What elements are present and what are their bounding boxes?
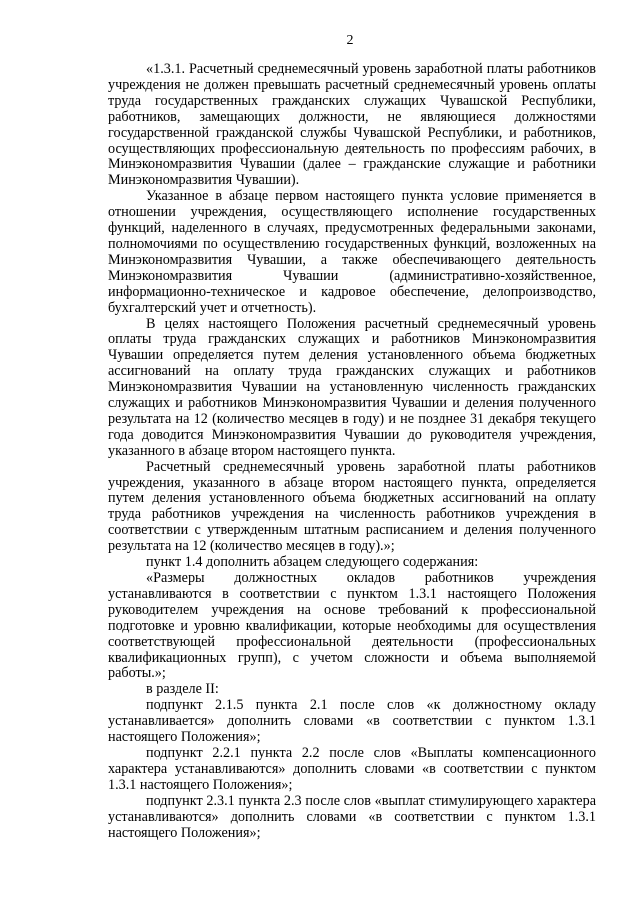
paragraph-condition-scope: Указанное в абзаце первом настоящего пункта условие применяется в отношении учреждения, осуществляющего исполнение государственных функций, наделенного в случаях, предусмотренных федеральными законами, полномочиями по осуществлению государственных функций, возложенных на Минэкономразвития Чувашии, а также обеспечивающего деятельность Минэкономразвития Чувашии (административно-хозяйственное, информационно-техническое и кадровое обеспечение, делопроизводство, бухгалтерский учет и отчетность).	[108, 188, 596, 316]
paragraph-salary-sizes: «Размеры должностных окладов работников учреждения устанавливаются в соответствии с пунктом 1.3.1 настоящего Положения руководителем учреждения на основе требований к профессиональной подготовке и уровню квалификации, которые необходимы для осуществления соответствующей профессиональной деятельности (профессиональных квалификационных групп), с учетом сложности и объема выполняемой работы.»;	[108, 570, 596, 682]
paragraph-section-2-intro: в разделе II:	[146, 681, 219, 698]
paragraph-subpoint-2-2-1: подпункт 2.2.1 пункта 2.2 после слов «Выплаты компенсационного характера устанавливаются» дополнить словами «в соответствии с пунктом 1.3.1 настоящего Положения»;	[108, 744, 596, 793]
paragraph-institution-average-level: Расчетный среднемесячный уровень заработной платы работников учреждения, указанного в абзаце втором настоящего пункта, определяется путем деления установленного объема бюджетных ассигнований на оплату труда работников учреждения на численность работников учреждения в соответствии с утвержденным штатным расписанием и деления полученного результата на 12 (количество месяцев в году).»;	[108, 458, 596, 555]
paragraph-subpoint-2-3-1: подпункт 2.3.1 пункта 2.3 после слов «выплат стимулирующего характера устанавливаются» дополнить словами «в соответствии с пунктом 1.3.1 настоящего Положения»;	[108, 792, 596, 841]
paragraph-average-level-calculation: В целях настоящего Положения расчетный среднемесячный уровень оплаты труда гражданских служащих и работников Минэкономразвития Чувашии определяется путем деления установленного объема бюджетных ассигнований на оплату труда гражданских служащих и работников Минэкономразвития Чувашии на установленную численность гражданских служащих и работников Минэкономразвития Чувашии и деления полученного результата на 12 (количество месяцев в году) и не позднее 31 декабря текущего года доводится Минэкономразвития Чувашии до руководителя учреждения, указанного в абзаце втором настоящего пункта.	[108, 315, 596, 459]
paragraph-1-3-1-salary-limit: «1.3.1. Расчетный среднемесячный уровень заработной платы работников учреждения не должен превышать расчетный среднемесячный уровень оплаты труда государственных гражданских служащих Чувашской Республики, работников, замещающих должности, не являющиеся должностями государственной гражданской службы Чувашской Республики, и работников, осуществляющих профессиональную деятельность по профессиям рабочих, в Минэкономразвития Чувашии (далее – гражданские служащие и работники Минэкономразвития Чувашии).	[108, 61, 596, 189]
paragraph-point-1-4-intro: пункт 1.4 дополнить абзацем следующего содержания:	[146, 554, 479, 571]
paragraph-subpoint-2-1-5: подпункт 2.1.5 пункта 2.1 после слов «к должностному окладу устанавливается» дополнить словами «в соответствии с пунктом 1.3.1 настоящего Положения»;	[108, 697, 596, 746]
page-number: 2	[346, 33, 354, 48]
document-body	[108, 62, 596, 841]
